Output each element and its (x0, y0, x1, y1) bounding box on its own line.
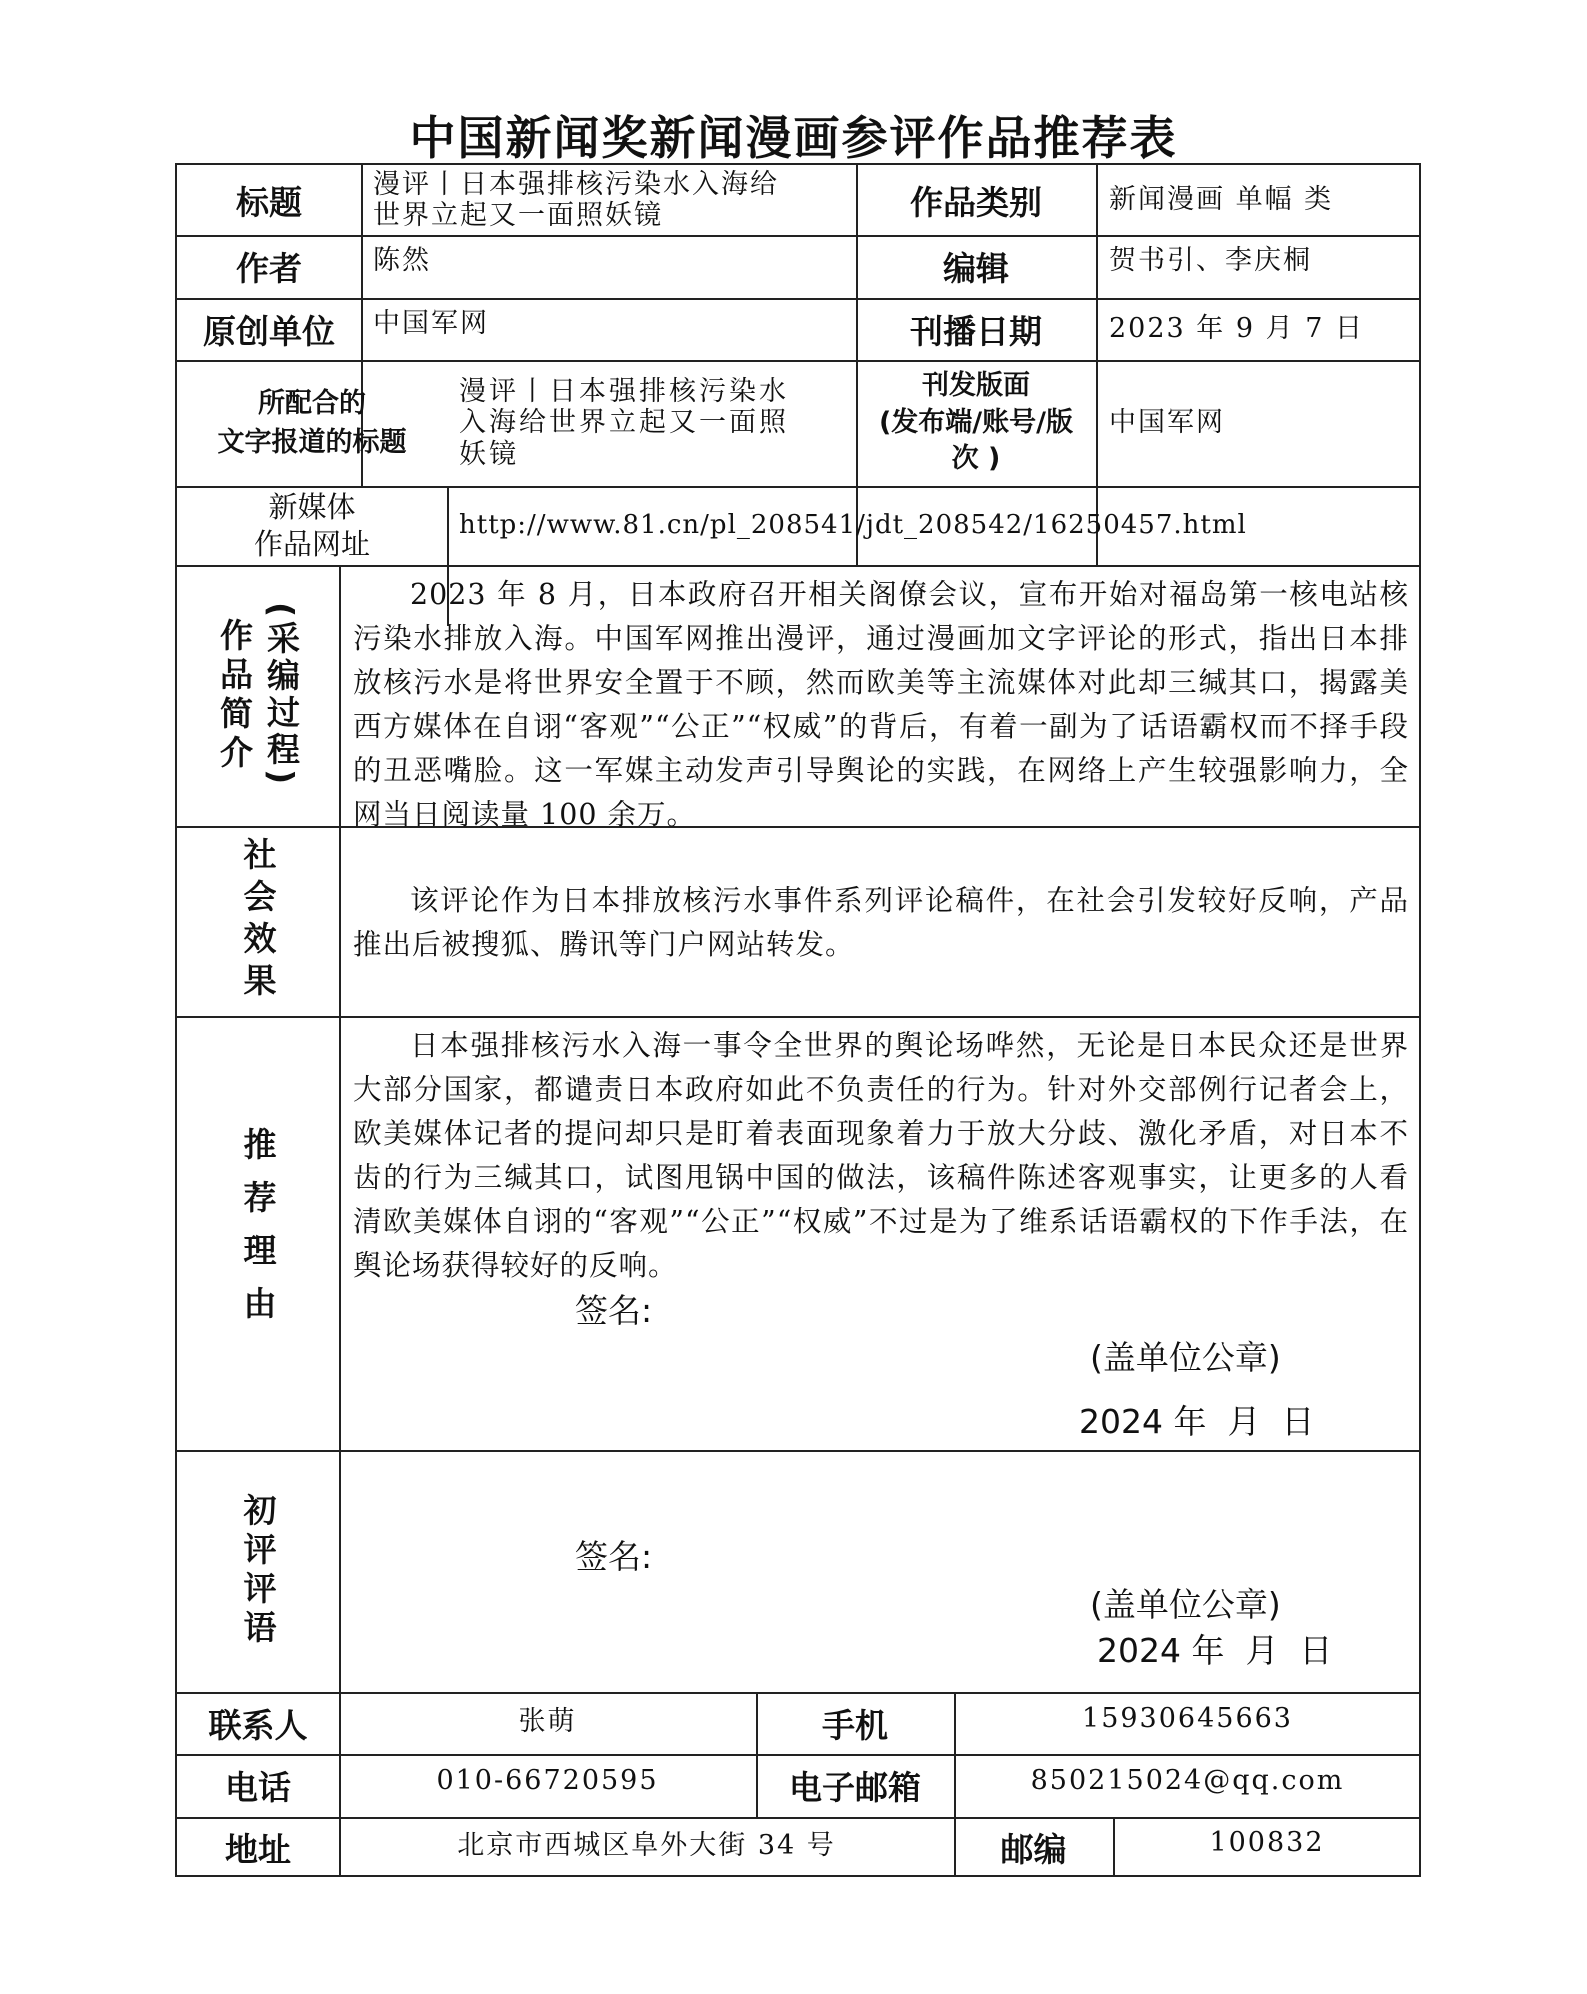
reason-label (177, 1016, 339, 1450)
reason-seal-note: (盖单位公章) (1090, 1338, 1281, 1377)
url-value[interactable]: http://www.81.cn/pl_208541/jdt_208542/16250457.html (459, 509, 1247, 540)
page-title: 中国新闻奖新闻漫画参评作品推荐表 (409, 111, 1178, 165)
review-label (177, 1450, 339, 1692)
report-title-label-line: 所配合的 (258, 387, 366, 419)
report-title-value-line: 入海给世界立起又一面照 (459, 407, 789, 439)
address-label: 地址 (225, 1829, 291, 1869)
title-value-line: 漫评丨日本强排核污染水入海给 (373, 168, 779, 200)
reason-label-text: 推荐理由 (238, 1127, 278, 1339)
intro-label (177, 565, 339, 826)
row-divider (177, 1450, 1421, 1452)
effect-label (177, 826, 339, 1016)
title-value-line: 世界立起又一面照妖镜 (373, 200, 663, 231)
url-label-line: 作品网址 (253, 526, 370, 561)
review-date: 2024 年 月 日 (1097, 1631, 1333, 1670)
zip-value: 100832 (1209, 1826, 1325, 1858)
review-seal-note: (盖单位公章) (1090, 1585, 1281, 1624)
page-label-line: (发布端/账号/版 (878, 406, 1074, 438)
phone-value: 010-66720595 (436, 1764, 659, 1796)
intro-label-main: 作品简介 (215, 617, 254, 774)
effect-text: 该评论作为日本排放核污水事件系列评论稿件，在社会引发较好反响，产品推出后被搜狐、腾讯等门户网站转发。 (353, 884, 1409, 961)
url-label (177, 486, 447, 565)
url-label-line: 新媒体 (268, 490, 356, 525)
intro-label-sub: (采编过程) (262, 602, 301, 789)
email-value[interactable]: 850215024@qq.com (1030, 1764, 1345, 1796)
page-label-line: 刊发版面 (922, 370, 1030, 402)
unit-label: 原创单位 (203, 311, 335, 351)
unit-value: 中国军网 (373, 308, 489, 340)
editor-label: 编辑 (943, 249, 1009, 288)
report-title-value (459, 360, 854, 486)
intro-text: 2023 年 8 月，日本政府召开相关阁僚会议，宣布开始对福岛第一核电站核污染水排放入海。中国军网推出漫评，通过漫画加文字评论的形式，指出日本排放核污水是将世界安全置于不顾，然而欧美等主流媒体对此却三缄其口，揭露美西方媒体在自诩“客观”“公正”“权威”的背后，有着一副为了话语霸权而不择手段的丑恶嘴脸。这一军媒主动发声引导舆论的实践，在网络上产生较强影响力，全网当日阅读量 100 余万。 (353, 578, 1409, 831)
contact-person-label: 联系人 (208, 1705, 308, 1745)
zip-label: 邮编 (1000, 1829, 1067, 1869)
page-label-line: 次 ) (951, 443, 1001, 475)
email-label: 电子邮箱 (789, 1768, 921, 1807)
phone-label: 电话 (225, 1768, 291, 1807)
reason-signature-label: 签名: (575, 1291, 653, 1330)
reason-date: 2024 年 月 日 (1079, 1402, 1315, 1441)
report-title-label-line: 文字报道的标题 (217, 427, 407, 458)
page-label (856, 360, 1096, 486)
row-divider (177, 1016, 1421, 1018)
reason-text: 日本强排核污水入海一事令全世界的舆论场哗然，无论是日本民众还是世界大部分国家，都谴责日本政府如此不负责任的行为。针对外交部例行记者会上，欧美媒体记者的提问却只是盯着表面现象着力于放大分歧、激化矛盾，对日本不齿的行为三缄其口，试图甩锅中国的做法，该稿件陈述客观事实，让更多的人看清欧美媒体自诩的“客观”“公正”“权威”不过是为了维系话语霸权的下作手法，在舆论场获得较好的反响。 (353, 1029, 1409, 1282)
page-value: 中国军网 (1109, 407, 1225, 439)
mobile-label: 手机 (822, 1705, 888, 1745)
title-label: 标题 (236, 182, 302, 222)
mobile-value: 15930645663 (1082, 1702, 1293, 1734)
address-value: 北京市西城区阜外大街 34 号 (457, 1829, 836, 1861)
author-label: 作者 (236, 249, 302, 288)
effect-label-text: 社会效果 (238, 837, 278, 1005)
report-title-value-line: 漫评丨日本强排核污染水 (459, 376, 789, 408)
col-divider (339, 565, 341, 1817)
recommendation-table (175, 163, 1421, 1877)
row-divider (177, 565, 1421, 567)
review-label-text: 初评评语 (238, 1493, 278, 1649)
editor-value: 贺书引、李庆桐 (1109, 245, 1312, 277)
author-value: 陈然 (373, 245, 431, 277)
date-label: 刊播日期 (910, 311, 1042, 351)
title-value (373, 165, 853, 235)
report-title-label (177, 360, 447, 486)
review-signature-label: 签名: (575, 1537, 653, 1576)
category-label: 作品类别 (910, 182, 1042, 222)
contact-person-value: 张萌 (518, 1705, 577, 1737)
category-value: 新闻漫画 单幅 类 (1109, 184, 1334, 216)
report-title-value-line: 妖镜 (459, 438, 519, 470)
date-value: 2023 年 9 月 7 日 (1109, 313, 1364, 345)
